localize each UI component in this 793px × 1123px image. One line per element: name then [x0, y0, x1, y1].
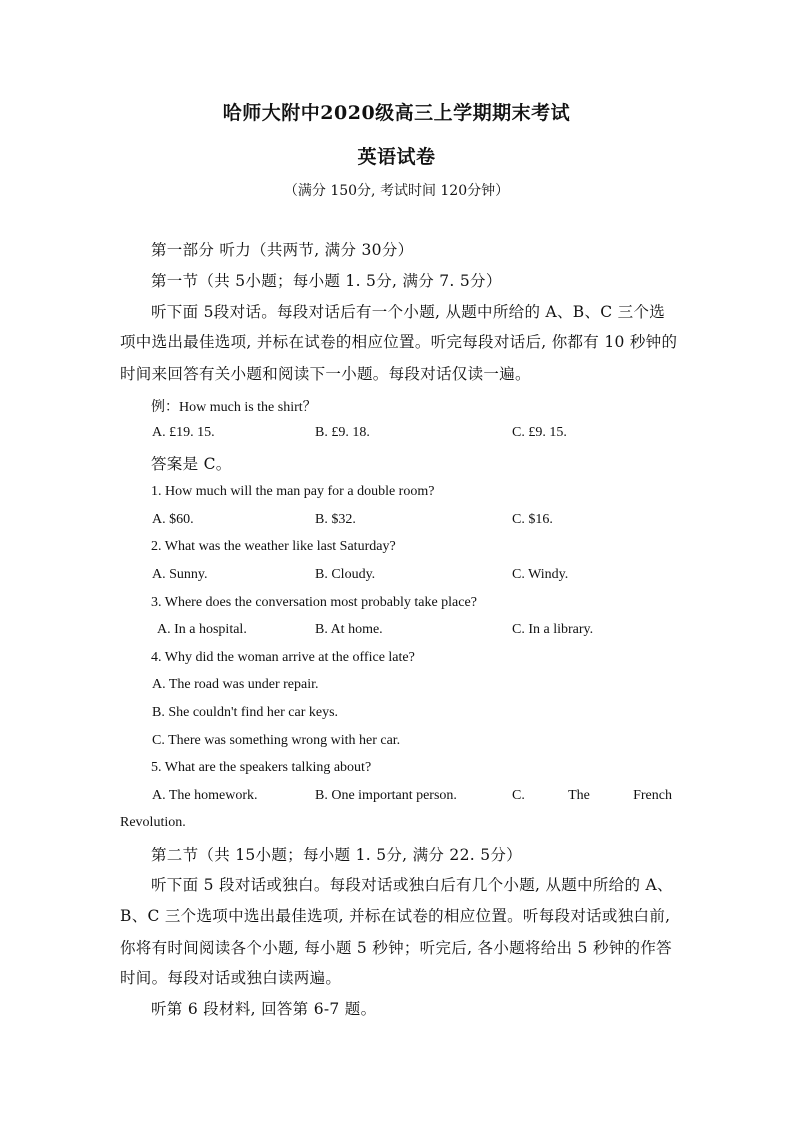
section1-instruction-line: 项中选出最佳选项, 并标在试卷的相应位置。听完每段对话后, 你都有 10 秒钟的 — [120, 333, 678, 351]
q1-option-a: A. $60. — [152, 512, 194, 527]
section2-heading: 第二节（共 15小题；每小题 1. 5分, 满分 22. 5分） — [151, 846, 522, 864]
q5-option-c-letter: C. — [512, 788, 525, 803]
q4-option-b: B. She couldn't find her car keys. — [152, 705, 339, 720]
section1-instruction-line: 时间来回答有关小题和阅读下一小题。每段对话仅读一遍。 — [120, 365, 531, 383]
question-1: 1. How much will the man pay for a double room? — [151, 484, 435, 499]
q1-option-b: B. $32. — [315, 512, 356, 527]
section2-instruction-line: 时间。每段对话或独白读两遍。 — [120, 969, 342, 987]
q3-option-a: A. In a hospital. — [157, 622, 247, 637]
example-question: 例：How much is the shirt？ — [151, 400, 317, 415]
material-note: 听第 6 段材料, 回答第 6-7 题。 — [151, 1000, 377, 1018]
example-option-c: C. £9. 15. — [512, 425, 567, 440]
question-4: 4. Why did the woman arrive at the office late? — [151, 650, 415, 665]
part1-heading: 第一部分 听力（共两节, 满分 30分） — [151, 241, 414, 259]
q5-option-c-wrap: Revolution. — [120, 815, 186, 830]
exam-title: 哈师大附中2020级高三上学期期末考试 — [222, 102, 571, 124]
section2-instruction-line: 听下面 5 段对话或独白。每段对话或独白后有几个小题, 从题中所给的 A、 — [151, 876, 673, 894]
example-option-b: B. £9. 18. — [315, 425, 370, 440]
section2-instruction-line: 你将有时间阅读各个小题, 每小题 5 秒钟；听完后, 各小题将给出 5 秒钟的作答 — [120, 939, 672, 957]
exam-info: （满分 150分, 考试时间 120分钟） — [283, 183, 510, 199]
q1-option-c: C. $16. — [512, 512, 553, 527]
q4-option-a: A. The road was under repair. — [152, 677, 319, 692]
q3-option-c: C. In a library. — [512, 622, 594, 637]
subject-title: 英语试卷 — [357, 146, 436, 168]
section1-heading: 第一节（共 5小题；每小题 1. 5分, 满分 7. 5分） — [151, 272, 502, 290]
question-5: 5. What are the speakers talking about? — [151, 760, 372, 775]
q2-option-c: C. Windy. — [512, 567, 569, 582]
question-2: 2. What was the weather like last Saturday? — [151, 539, 396, 554]
section1-instruction-line: 听下面 5段对话。每段对话后有一个小题, 从题中所给的 A、B、C 三个选 — [151, 303, 666, 321]
q3-option-b: B. At home. — [315, 622, 383, 637]
q2-option-a: A. Sunny. — [152, 567, 208, 582]
q5-option-b: B. One important person. — [315, 788, 457, 803]
q5-option-a: A. The homework. — [152, 788, 258, 803]
question-3: 3. Where does the conversation most probably take place? — [151, 595, 477, 610]
q5-option-c-word: The — [568, 788, 590, 803]
q5-option-c — [512, 788, 672, 804]
example-answer: 答案是 C。 — [151, 455, 232, 473]
q5-option-c-word: French — [633, 788, 672, 803]
q2-option-b: B. Cloudy. — [315, 567, 376, 582]
example-option-a: A. £19. 15. — [152, 425, 215, 440]
q4-option-c: C. There was something wrong with her car. — [152, 733, 401, 748]
section2-instruction-line: B、C 三个选项中选出最佳选项, 并标在试卷的相应位置。听每段对话或独白前, — [120, 907, 671, 925]
